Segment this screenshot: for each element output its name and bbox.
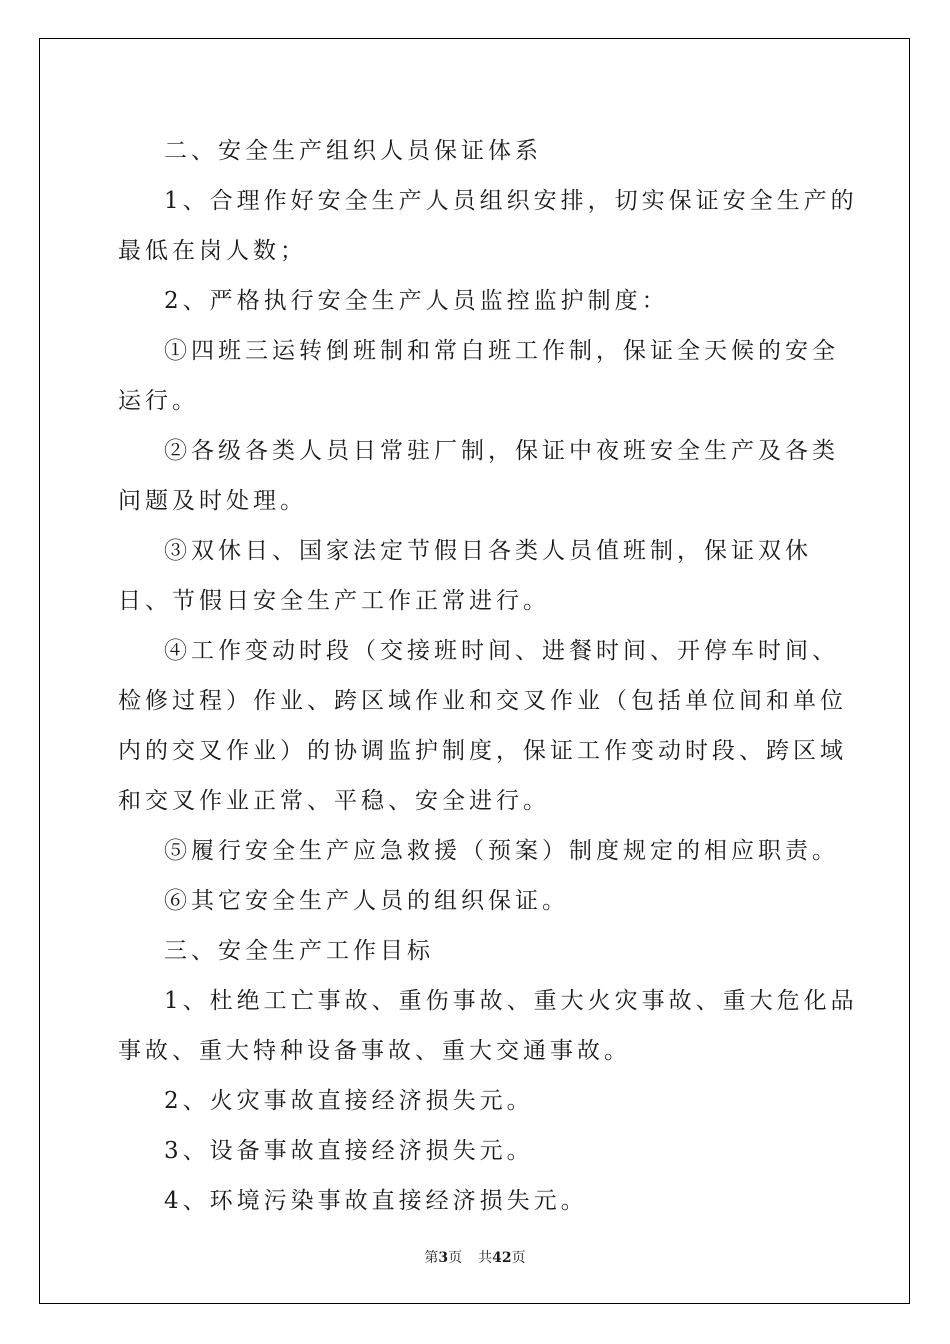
- paragraph: ⑤履行安全生产应急救援（预案）制度规定的相应职责。: [164, 838, 839, 864]
- paragraph: 1、杜绝工亡事故、重伤事故、重大火灾事故、重大危化品事故、重大特种设备事故、重大交通事故。: [118, 988, 858, 1064]
- section-heading: 二、安全生产组织人员保证体系: [164, 138, 542, 164]
- paragraph: 1、合理作好安全生产人员组织安排，切实保证安全生产的最低在岗人数；: [118, 188, 858, 264]
- page-footer: [0, 1247, 950, 1267]
- paragraph: ③双休日、国家法定节假日各类人员值班制，保证双休日、节假日安全生产工作正常进行。: [118, 538, 812, 614]
- paragraph: 2、严格执行安全生产人员监控监护制度：: [164, 288, 669, 314]
- total-prefix: 共: [478, 1250, 493, 1266]
- document-body: [118, 126, 863, 1226]
- paragraph: ④工作变动时段（交接班时间、进餐时间、开停车时间、检修过程）作业、跨区域作业和交叉作业（包括单位间和单位内的交叉作业）的协调监护制度，保证工作变动时段、跨区域和交叉作业正常、平稳、安全进行。: [118, 638, 847, 814]
- page-suffix: 页: [448, 1250, 463, 1266]
- section-heading: 三、安全生产工作目标: [164, 938, 434, 964]
- page-number: 3: [438, 1250, 449, 1266]
- paragraph: 2、火灾事故直接经济损失元。: [164, 1088, 534, 1114]
- paragraph: 3、设备事故直接经济损失元。: [164, 1138, 534, 1164]
- paragraph: 4、环境污染事故直接经济损失元。: [164, 1188, 588, 1214]
- paragraph: ⑥其它安全生产人员的组织保证。: [164, 888, 569, 914]
- paragraph: ②各级各类人员日常驻厂制，保证中夜班安全生产及各类问题及时处理。: [118, 438, 839, 514]
- total-pages: 42: [492, 1250, 512, 1266]
- total-suffix: 页: [511, 1250, 526, 1266]
- page-prefix: 第: [424, 1250, 439, 1266]
- paragraph: ①四班三运转倒班制和常白班工作制，保证全天候的安全运行。: [118, 338, 839, 414]
